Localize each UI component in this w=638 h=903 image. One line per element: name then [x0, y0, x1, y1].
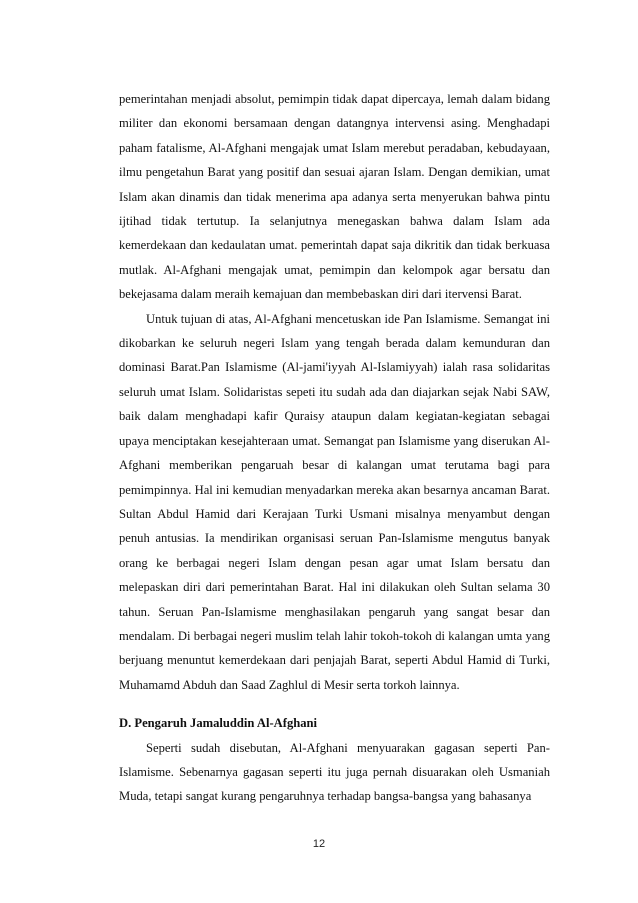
paragraph-2: Untuk tujuan di atas, Al-Afghani mencetuskan ide Pan Islamisme. Semangat ini dikobarkan ke seluruh negeri Islam yang tengah berada dalam kemunduran dan dominasi Barat.Pan Islamisme (Al-jami'iyyah Al-Islamiyyah) ialah rasa solidaritas seluruh umat Islam. Solidaristas sepeti itu sudah ada dan diajarkan sejak Nabi SAW, baik dalam menghadapi kafir Quraisy ataupun dalam kegiatan-kegiatan sebagai upaya menciptakan kesejahteraan umat. Semangat pan Islamisme yang diserukan Al-Afghani memberikan pengaruah besar di kalangan umat terutama bagi para pemimpinnya. Hal ini kemudian menyadarkan mereka akan besarnya ancaman Barat. Sultan Abdul Hamid dari Kerajaan Turki Usmani misalnya menyambut dengan penuh antusias. Ia mendirikan organisasi seruan Pan-Islamisme mengutus banyak orang ke berbagai negeri Islam dengan pesan agar umat Islam bersatu dan melepaskan diri dari pemerintahan Barat. Hal ini dilakukan oleh Sultan selama 30 tahun. Seruan Pan-Islamisme menghasilakan pengaruh yang sangat besar dan mendalam. Di berbagai negeri muslim telah lahir tokoh-tokoh di kalangan umta yang berjuang menuntut kemerdekaan dari penjajah Barat, seperti Abdul Hamid di Turki, Muhamamd Abduh dan Saad Zaghlul di Mesir serta torkoh lainnya.: [119, 311, 550, 692]
paragraph-3: Seperti sudah disebutan, Al-Afghani menyuarakan gagasan seperti Pan-Islamisme. Sebenarnya gagasan seperti itu juga pernah disuarakan oleh Usmaniah Muda, tetapi sangat kurang pengaruhnya terhadap bangsa-bangsa yang bahasanya: [119, 740, 550, 804]
section-heading: D. Pengaruh Jamaluddin Al-Afghani: [119, 716, 318, 731]
paragraph-1: pemerintahan menjadi absolut, pemimpin tidak dapat dipercaya, lemah dalam bidang militer dan ekonomi bersamaan dengan datangnya intervensi asing. Menghadapi paham fatalisme, Al-Afghani mengajak umat Islam merebut peradaban, kebudayaan, ilmu pengetahun Barat yang positif dan sesuai ajaran Islam. Dengan demikian, umat Islam akan dinamis dan tidak menerima apa adanya serta menyerukan bahwa pintu ijtihad tidak tertutup. Ia selanjutnya menegaskan bahwa dalam Islam ada kemerdekaan dan kedaulatan umat. pemerintah dapat saja dikritik dan tidak berkuasa mutlak. Al-Afghani mengajak umat, pemimpin dan kelompok agar bersatu dan bekejasama dalam meraih kemajuan dan membebaskan diri dari itervensi Barat.: [119, 92, 550, 302]
page-number: 12: [312, 838, 326, 850]
body-text: [119, 87, 550, 809]
